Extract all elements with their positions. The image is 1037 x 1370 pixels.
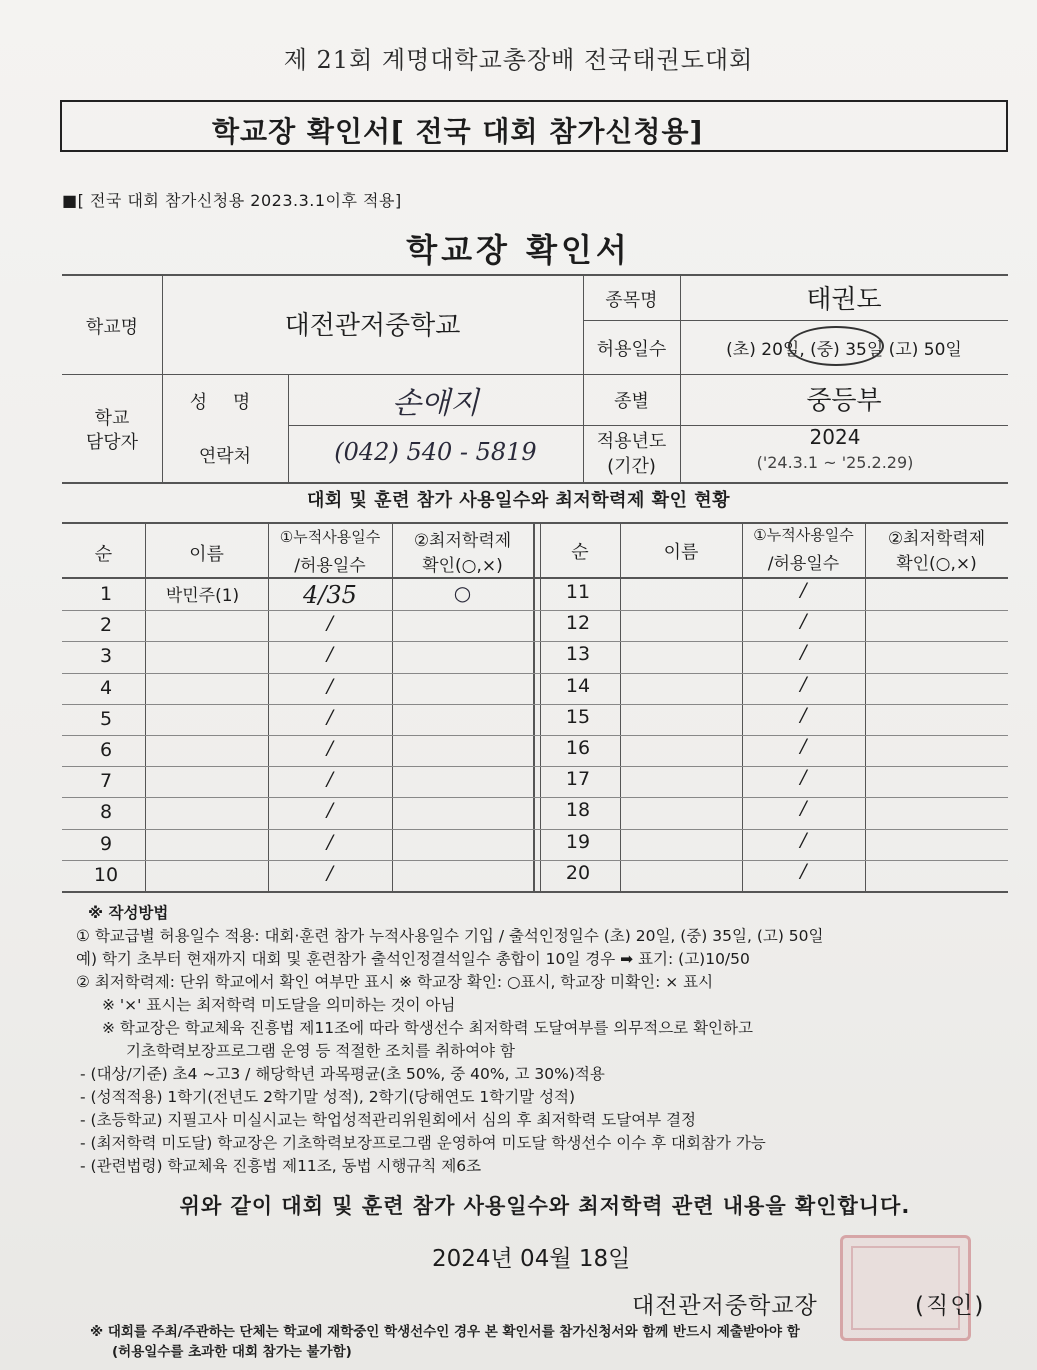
days-used: / bbox=[800, 735, 807, 757]
days-used: / bbox=[326, 862, 334, 884]
notes-line: ② 최저학력제: 단위 학교에서 확인 여부만 표시 ※ 학교장 확인: ○표시, 학교장 미확인: × 표시 bbox=[76, 973, 714, 991]
days-used: / bbox=[800, 704, 807, 726]
notes-line: - (대상/기준) 초4 ~고3 / 해당학년 과목평균(초 50%, 중 40%, 고 30%)적용 bbox=[80, 1065, 605, 1083]
staff-label-2: 담당자 bbox=[85, 432, 139, 453]
days-used: / bbox=[800, 860, 807, 882]
notes-line: 기초학력보장프로그램 운영 등 적절한 조치를 취하여야 함 bbox=[126, 1042, 515, 1060]
year-value: 2024 bbox=[809, 425, 861, 449]
row-number: 10 bbox=[93, 864, 119, 886]
main-title: 학교장 확인서 bbox=[406, 231, 631, 269]
days-used: / bbox=[326, 831, 334, 853]
days-used: / bbox=[800, 579, 807, 601]
col-acad-left-1: ②최저학력제 bbox=[413, 531, 512, 551]
notes-line: - (초등학교) 지필고사 미실시교는 학업성적관리위원회에서 심의 후 최저학력 도달여부 결정 bbox=[80, 1111, 697, 1129]
sport-value: 태권도 bbox=[806, 285, 882, 315]
notes-heading: ※ 작성방법 bbox=[88, 904, 169, 922]
row-number: 2 bbox=[99, 614, 113, 636]
circled-middle-school bbox=[788, 326, 884, 366]
col-days-left-2: /허용일수 bbox=[294, 556, 366, 576]
instructions bbox=[76, 902, 1000, 1178]
row-number: 1 bbox=[99, 583, 113, 605]
school-value: 대전관저중학교 bbox=[284, 311, 461, 341]
row-number: 5 bbox=[99, 708, 113, 730]
days-used: / bbox=[326, 643, 334, 665]
year-label-1: 적용년도 bbox=[596, 431, 667, 452]
footer-line-2: (허용일수를 초과한 대회 참가는 불가함) bbox=[112, 1344, 352, 1360]
confirmation-statement: 위와 같이 대회 및 훈련 참가 사용일수와 최저학력 관련 내용을 확인합니다. bbox=[179, 1194, 911, 1218]
sport-label: 종목명 bbox=[605, 290, 658, 311]
title-box bbox=[60, 100, 1008, 152]
row-number: 17 bbox=[565, 768, 591, 790]
row-number: 15 bbox=[565, 706, 591, 728]
days-value: (초) 20일, (중) 35일 (고) 50일 bbox=[726, 340, 962, 360]
days-used: / bbox=[326, 799, 334, 821]
division-label: 종별 bbox=[614, 391, 649, 412]
col-acad-right-2: 확인(○,×) bbox=[896, 554, 977, 574]
col-days-right-1: ①누적사용일수 bbox=[753, 526, 854, 544]
days-used: / bbox=[800, 829, 807, 851]
notes-line: - (성적적용) 1학기(전년도 2학기말 성적), 2학기(당해연도 1학기말 성적) bbox=[80, 1088, 576, 1106]
footer-line-1: ※ 대회를 주최/주관하는 단체는 학교에 재학중인 학생선수인 경우 본 확인서를 참가신청서와 함께 반드시 제출받아야 함 bbox=[90, 1324, 800, 1340]
academic-check: ○ bbox=[453, 581, 472, 605]
row-number: 19 bbox=[565, 831, 591, 853]
days-used: / bbox=[326, 612, 334, 634]
row-number: 3 bbox=[99, 645, 113, 667]
days-used: / bbox=[800, 766, 807, 788]
seal-label: (직인) bbox=[915, 1293, 986, 1319]
event-title: 제 21회 계명대학교총장배 전국태권도대회 bbox=[283, 46, 754, 74]
box-title: 학교장 확인서[ 전국 대회 참가신청용] bbox=[212, 115, 704, 148]
days-used: / bbox=[800, 610, 807, 632]
row-number: 7 bbox=[99, 770, 113, 792]
days-used: 4/35 bbox=[303, 581, 357, 609]
notes-line: ① 학교급별 허용일수 적용: 대회·훈련 참가 누적사용일수 기입 / 출석인정일수 (초) 20일, (중) 35일, (고) 50일 bbox=[76, 927, 824, 945]
row-number: 13 bbox=[565, 643, 591, 665]
athlete-name: 박민주(1) bbox=[165, 586, 240, 606]
contact-label: 연락처 bbox=[198, 446, 252, 467]
applies-note: ■[ 전국 대회 참가신청용 2023.3.1이후 적용] bbox=[62, 191, 402, 210]
row-number: 11 bbox=[565, 581, 591, 603]
name-value: 손애지 bbox=[392, 386, 479, 421]
year-label-2: (기간) bbox=[607, 456, 656, 477]
notes-line: - (최저학력 미도달) 학교장은 기초학력보장프로그램 운영하여 미도달 학생선수 이수 후 대회참가 가능 bbox=[80, 1134, 766, 1152]
col-name-right: 이름 bbox=[663, 542, 699, 563]
days-used: / bbox=[326, 737, 334, 759]
table-section-title: 대회 및 훈련 참가 사용일수와 최저학력제 확인 현황 bbox=[306, 490, 730, 511]
days-used: / bbox=[800, 641, 807, 663]
row-number: 12 bbox=[565, 612, 591, 634]
name-label: 성 명 bbox=[189, 392, 261, 413]
row-number: 9 bbox=[99, 833, 113, 855]
row-number: 20 bbox=[565, 862, 591, 884]
contact-value: (042) 540 - 5819 bbox=[334, 438, 537, 466]
col-days-left-1: ①누적사용일수 bbox=[279, 528, 381, 546]
notes-line: ※ '×' 표시는 최저학력 미도달을 의미하는 것이 아님 bbox=[102, 996, 456, 1014]
col-no-right: 순 bbox=[571, 542, 589, 563]
row-number: 8 bbox=[99, 801, 113, 823]
row-number: 18 bbox=[565, 799, 591, 821]
days-label: 허용일수 bbox=[596, 339, 667, 360]
days-used: / bbox=[326, 675, 334, 697]
notes-line: ※ 학교장은 학교체육 진흥법 제11조에 따라 학생선수 최저학력 도달여부를 의무적으로 확인하고 bbox=[102, 1019, 753, 1037]
days-used: / bbox=[326, 706, 334, 728]
col-acad-left-2: 확인(○,×) bbox=[422, 556, 503, 576]
row-number: 16 bbox=[565, 737, 591, 759]
days-used: / bbox=[800, 797, 807, 819]
col-days-right-2: /허용일수 bbox=[767, 554, 840, 574]
col-acad-right-1: ②최저학력제 bbox=[887, 529, 986, 549]
period-value: ('24.3.1 ~ '25.2.29) bbox=[756, 453, 914, 472]
days-used: / bbox=[326, 768, 334, 790]
days-used: / bbox=[800, 673, 807, 695]
col-no-left: 순 bbox=[94, 544, 113, 565]
school-label: 학교명 bbox=[85, 317, 139, 338]
staff-label-1: 학교 bbox=[94, 408, 130, 429]
row-number: 6 bbox=[99, 739, 113, 761]
notes-line: - (관련법령) 학교체육 진흥법 제11조, 동법 시행규칙 제6조 bbox=[80, 1157, 482, 1175]
footer-note bbox=[90, 1322, 800, 1362]
col-name-left: 이름 bbox=[189, 544, 224, 565]
division-value: 중등부 bbox=[806, 386, 882, 416]
row-number: 14 bbox=[565, 675, 591, 697]
signer-name: 대전관저중학교장 bbox=[632, 1293, 818, 1319]
row-number: 4 bbox=[99, 677, 113, 699]
notes-line: 예) 학기 초부터 현재까지 대회 및 훈련참가 출석인정결석일수 총합이 10일 경우 ➡ 표기: (고)10/50 bbox=[76, 950, 750, 968]
issue-date: 2024년 04월 18일 bbox=[432, 1246, 631, 1272]
